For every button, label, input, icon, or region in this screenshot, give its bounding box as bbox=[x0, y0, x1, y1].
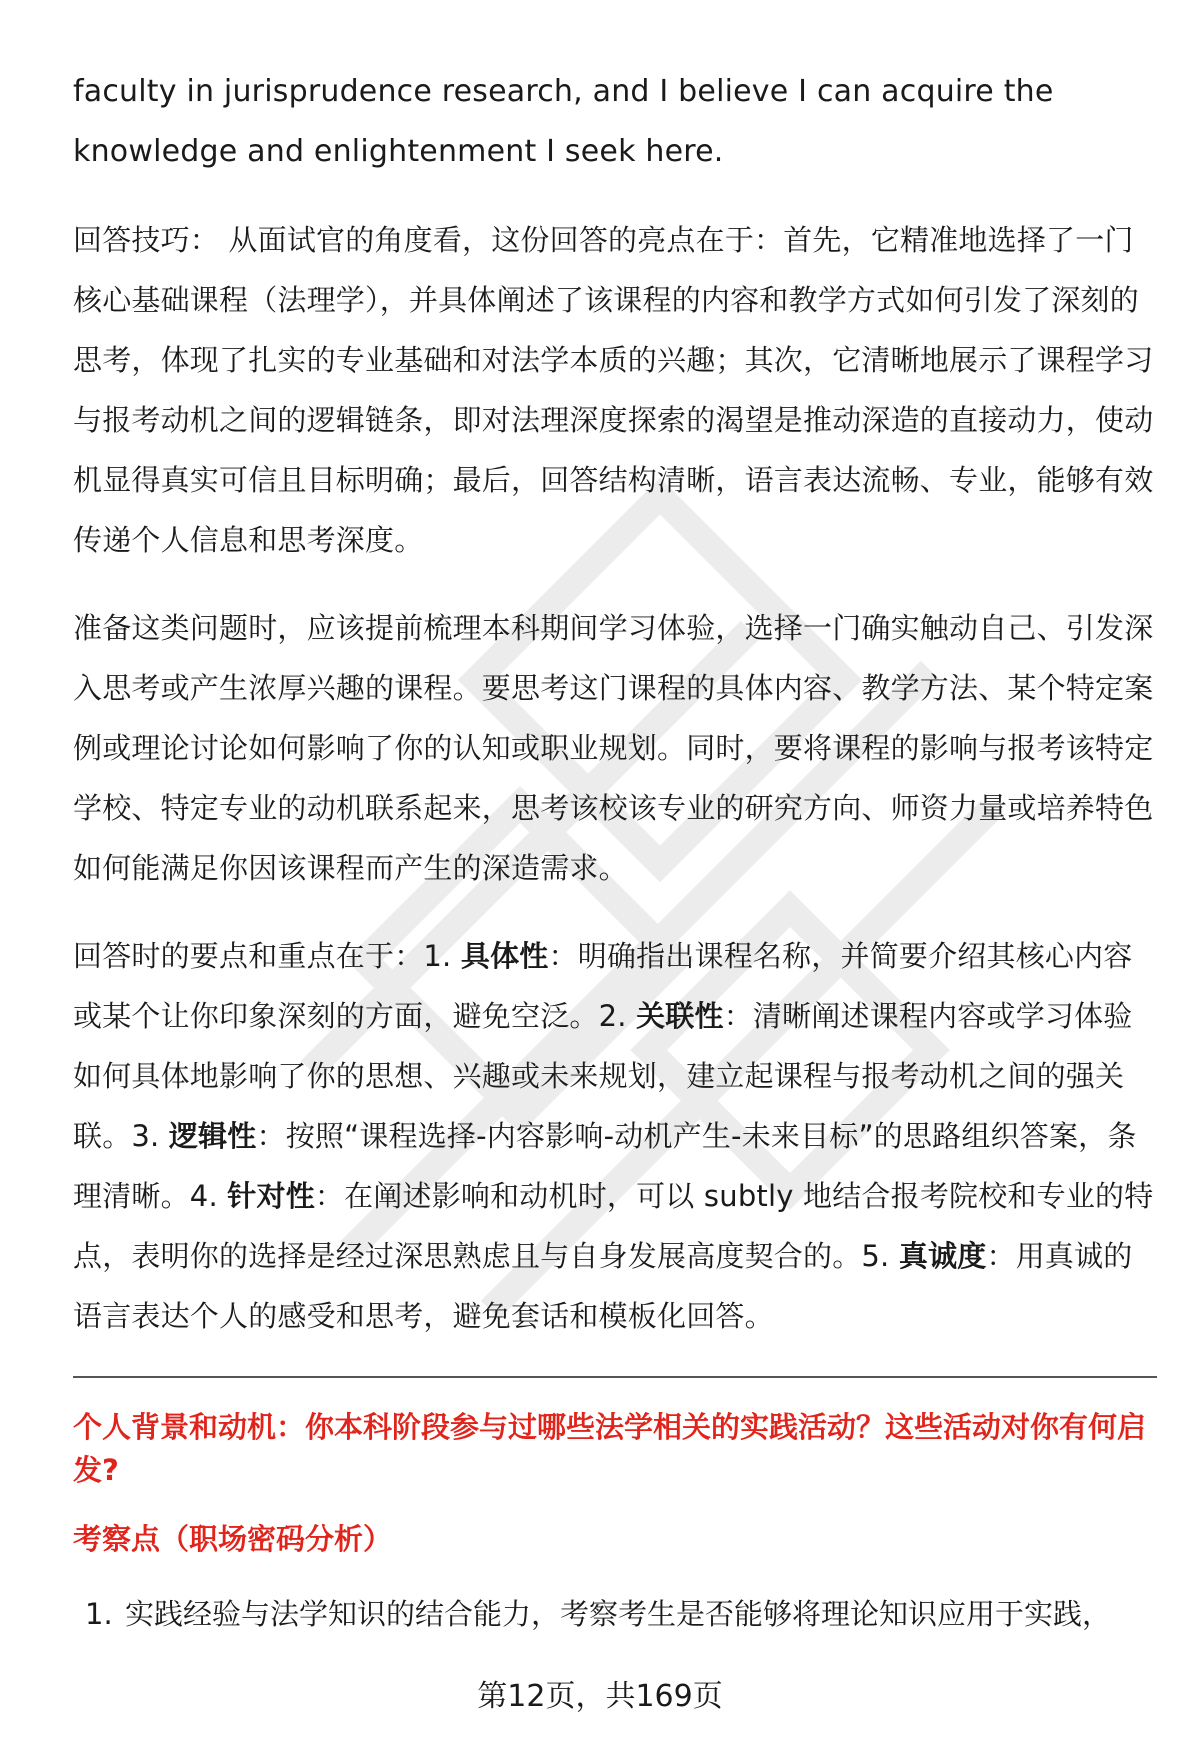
key-point-specificity-text: ：明确指出课程名称，并简要介绍其核心内容或某个让你印象深刻的方面，避免空泛。2. bbox=[73, 939, 1133, 1033]
answer-tips-paragraph: 回答技巧： 从面试官的角度看，这份回答的亮点在于：首先，它精准地选择了一门核心基础课程（法理学），并具体阐述了该课程的内容和教学方式如何引发了深刻的思考，体现了扎实的专业基础和对法学本质的兴趣；其次，它清晰地展示了课程学习与报考动机之间的逻辑链条，即对法理深度探索的渴望是推动深造的直接动力，使动机显得真实可信且目标明确；最后，回答结构清晰，语言表达流畅、专业，能够有效传递个人信息和思考深度。 bbox=[73, 223, 1154, 557]
key-point-logic: 逻辑性 bbox=[168, 1119, 257, 1153]
key-points-paragraph bbox=[73, 926, 1157, 1346]
preparation-paragraph: 准备这类问题时，应该提前梳理本科期间学习体验，选择一门确实触动自己、引发深入思考或产生浓厚兴趣的课程。要思考这门课程的具体内容、教学方法、某个特定案例或理论讨论如何影响了你的认知或职业规划。同时，要将课程的影响与报考该特定学校、特定专业的动机联系起来，思考该校该专业的研究方向、师资力量或培养特色如何能满足你因该课程而产生的深造需求。 bbox=[73, 611, 1154, 885]
key-point-specificity: 具体性 bbox=[460, 939, 549, 973]
key-point-logic-text: ：按照“课程选择-内容影响-动机产生-未来目标”的思路组织答案，条理清晰。4. bbox=[73, 1119, 1137, 1213]
key-point-sincerity: 真诚度 bbox=[898, 1239, 987, 1273]
key-point-targeting: 针对性 bbox=[227, 1179, 315, 1213]
document-page bbox=[73, 62, 1157, 1639]
key-point-relevance-text: ：清晰阐述课程内容或学习体验如何具体地影响了你的思想、兴趣或未来规划，建立起课程与报考动机之间的强关联。3. bbox=[73, 999, 1133, 1153]
assessment-subheading: 考察点（职场密码分析） bbox=[73, 1522, 393, 1556]
list-item-text: 实践经验与法学知识的结合能力，考察考生是否能够将理论知识应用于实践， bbox=[125, 1597, 1112, 1631]
question-heading: 个人背景和动机：你本科阶段参与过哪些法学相关的实践活动？这些活动对你有何启发? bbox=[73, 1410, 1147, 1487]
key-points-lead: 回答时的要点和重点在于：1. bbox=[73, 939, 461, 973]
page-number-footer: 第12页，共169页 bbox=[477, 1679, 723, 1714]
key-point-sincerity-text: ：用真诚的语言表达个人的感受和思考，避免套话和模板化回答。 bbox=[73, 1239, 1133, 1333]
list-item-number: 1. bbox=[85, 1597, 113, 1631]
intro-english-paragraph: faculty in jurisprudence research, and I believe I can acquire the knowledge and enlightenment I seek here. bbox=[73, 74, 1054, 169]
list-item bbox=[73, 1589, 1157, 1639]
section-divider bbox=[73, 1376, 1157, 1378]
key-point-targeting-text: ：在阐述影响和动机时，可以 subtly 地结合报考院校和专业的特点，表明你的选择是经过深思熟虑且与自身发展高度契合的。5. bbox=[73, 1179, 1154, 1273]
key-point-relevance: 关联性 bbox=[636, 999, 724, 1033]
